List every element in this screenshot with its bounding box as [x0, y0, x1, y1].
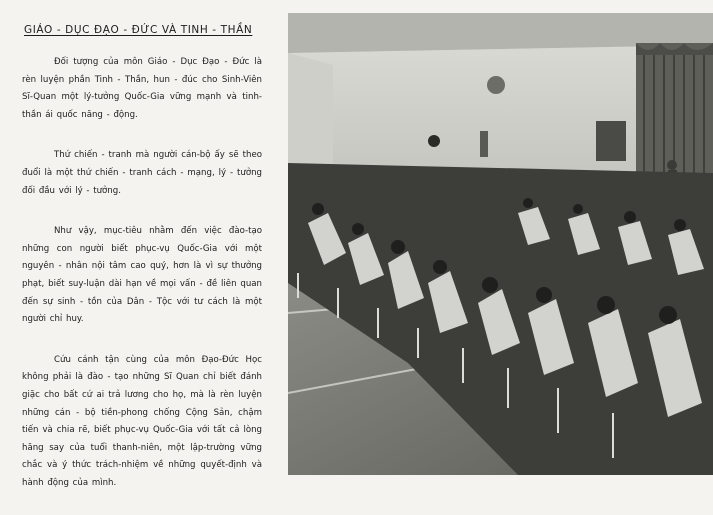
article-paragraph-4: Cứu cánh tận cùng của môn Đạo-Đức Học không phải là đào - tạo những Sĩ Quan chỉ biết đánh giặc cho bất cứ ai trả lương cho họ, mà là rèn luyện những cán - bộ tiền-phong chống Cộng Sản, chậm tiến và chia rẽ, biết phục-vụ Quốc-Gia với tất cả lòng hăng say của tuổi thanh-niên, một lập-trường vững chắc và ý thức trách-nhiệm về những quyết-định và hành động của mình. [22, 354, 262, 488]
article-paragraph-3: Như vậy, mục-tiêu nhằm đến việc đào-tạo những con người biết phục-vụ Quốc-Gia với một nguyên - nhân nội tâm cao quý, hơn là vì sự thưởng phạt, biết suy-luận dài hạn về mọi vấn - đề liên quan đến sự sinh - tồn của Dân - Tộc với tư cách là một người chỉ huy. [22, 226, 262, 325]
lecture-hall-photo [288, 13, 713, 475]
article-paragraph-1: Đối tượng của môn Giáo - Dục Đạo - Đức là rèn luyện phần Tinh - Thần, hun - đúc cho Sinh-Viên Sĩ-Quan một lý-tưởng Quốc-Gia vững mạnh và tinh-thần ái quốc năng - động. [22, 57, 262, 120]
article-title: GIÁO - DỤC ĐẠO - ĐỨC VÀ TINH - THẦN [24, 24, 253, 36]
door [596, 121, 626, 161]
article-paragraph-2: Thứ chiến - tranh mà người cán-bộ ấy sẽ theo đuổi là một thứ chiến - tranh cách - mạng, lý - tưởng đối đầu với lý - tưởng. [22, 150, 262, 196]
wall-emblem [487, 76, 505, 94]
article-column [22, 18, 262, 515]
lecture-hall-illustration [288, 13, 713, 475]
